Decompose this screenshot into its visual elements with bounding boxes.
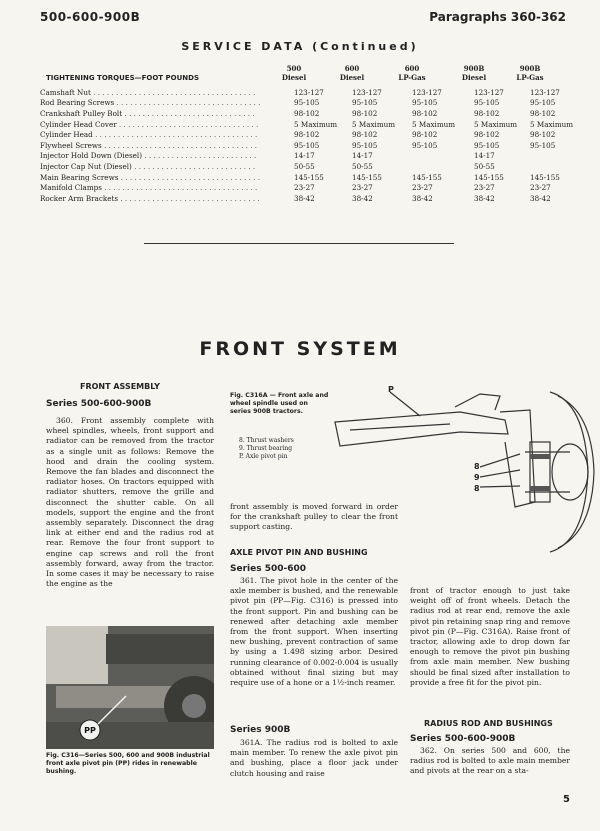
- series-heading-1: Series 500-600-900B: [46, 399, 152, 409]
- drawing-label-8-top: 8: [474, 462, 480, 471]
- axle-pivot-heading: AXLE PIVOT PIN AND BUSHING: [230, 548, 368, 557]
- torque-value: 23-27: [352, 183, 373, 193]
- torque-column-header: [322, 64, 382, 82]
- column-header-model: 900B: [463, 64, 485, 73]
- section-divider: [144, 243, 454, 244]
- leader-dots: . . . . . . . . . . . . . . . . . . . . . . . . . . . . . . .: [118, 172, 261, 182]
- torque-item-label: [40, 140, 294, 151]
- leader-dots: . . . . . . . . . . . . . . . . . . . . . . . . . . . . .: [122, 108, 255, 118]
- column-header-model: 900B: [519, 64, 541, 73]
- torque-value: 98-102: [352, 130, 378, 140]
- torque-item-name: Cylinder Head Cover: [40, 119, 117, 129]
- torque-value: 98-102: [412, 108, 438, 118]
- table-row: [40, 140, 586, 151]
- table-row: [40, 193, 586, 204]
- torque-item-name: Flywheel Screws: [40, 140, 102, 150]
- torque-item-label: [40, 108, 294, 119]
- torque-value: 123-127: [352, 87, 382, 97]
- leader-dots: . . . . . . . . . . . . . . . . . . . . . . . . . . .: [131, 161, 256, 171]
- torque-value: 145-155: [352, 172, 382, 182]
- drawing-label-9: 9: [474, 473, 480, 482]
- torque-item-name: Rocker Arm Brackets: [40, 193, 119, 203]
- column-header-fuel: LP-Gas: [398, 73, 426, 82]
- table-row: [40, 98, 586, 109]
- torque-value: 95-105: [412, 98, 438, 108]
- torque-item-label: [40, 161, 294, 172]
- paragraph-360: 360. Front assembly complete with wheel spindles, wheels, front support and radiator can be removed from the tractor as a single unit as follows: Remove the hood and drain the cooling system. Remove the fan blades and disconnect the radiator hoses. On tractors equipped with radiator shutters, remove the grille and disconnect the shutter cable. On all models, support the engine and the front assembly separately. Disconnect the drag link at either end and the radius rod at rear. Remove the four front support to engine cap screws and roll the front assembly forward, away from the tractor. In some cases it may be necessary to raise the engine as the: [46, 416, 214, 589]
- torque-value: 145-155: [474, 172, 504, 182]
- torque-value: 5 Maximum: [474, 119, 518, 129]
- paragraph-361: 361. The pivot hole in the center of the axle member is bushed, and the renewable pivot pin (PP—Fig. C316) is pressed into the front support. Pin and bushing can be renewed after detaching axle member from the front support. When inserting new bushing, prevent contraction of same by using a 1.498 sizing arbor. Desired running clearance of 0.002-0.004 is usually obtained without final sizing but may require use of a hone or a 1½-inch reamer.: [230, 576, 398, 688]
- torque-value: 14-17: [294, 151, 315, 161]
- torque-value: 95-105: [294, 140, 320, 150]
- torque-item-name: Crankshaft Pulley Bolt: [40, 108, 123, 118]
- page-number: 5: [563, 794, 570, 805]
- torque-value: 38-42: [294, 193, 315, 203]
- torque-item-label: [40, 172, 294, 183]
- drawing-label-8-bottom: 8: [474, 484, 480, 493]
- column-header-fuel: Diesel: [281, 73, 307, 82]
- paragraph-362: 362. On series 500 and 600, the radius rod is bolted to axle main member and pivots at the rear on a sta-: [410, 746, 570, 776]
- torque-value: 23-27: [530, 183, 551, 193]
- column-header-fuel: LP-Gas: [516, 73, 544, 82]
- table-row: [40, 151, 586, 162]
- leader-dots: . . . . . . . . . . . . . . . . . . . . . . . . . . . . . . . . . .: [101, 140, 258, 150]
- torque-value: 98-102: [474, 108, 500, 118]
- torque-item-name: Camshaft Nut: [40, 87, 91, 97]
- torque-value: 23-27: [474, 183, 495, 193]
- torque-value: 14-17: [352, 151, 373, 161]
- torque-item-name: Injector Hold Down (Diesel): [40, 151, 143, 161]
- torque-item-name: Main Bearing Screws: [40, 172, 119, 182]
- column-header-fuel: Diesel: [461, 73, 487, 82]
- header-paragraphs: Paragraphs 360-362: [429, 10, 566, 24]
- paragraph-right-continued: front of tractor enough to just take weight off of front wheels. Detach the radius rod at rear end, remove the axle pivot pin retaining snap ring and remove pivot pin (P—Fig. C316A). Raise front of tractor, allowing axle to drop down far enough to remove the pivot pin bushing from axle main member. New bushing should be final sized after installation to provide a free fit for the pivot pin.: [410, 586, 570, 687]
- torque-value: 98-102: [530, 130, 556, 140]
- torque-value: 5 Maximum: [294, 119, 338, 129]
- table-row: [40, 129, 586, 140]
- leader-dots: . . . . . . . . . . . . . . . . . . . . . . . . . . . . . . . . . .: [101, 183, 258, 193]
- series-heading-3: Series 900B: [230, 725, 291, 735]
- torque-value: 38-42: [352, 193, 373, 203]
- torque-value: 38-42: [530, 193, 551, 203]
- paragraph-361a: 361A. The radius rod is bolted to axle main member. To renew the axle pivot pin and bushing, place a floor jack under clutch housing and raise: [230, 738, 398, 778]
- torque-value: 38-42: [412, 193, 433, 203]
- torque-value: 145-155: [412, 172, 442, 182]
- torque-value: 98-102: [412, 130, 438, 140]
- torque-value: 123-127: [530, 87, 560, 97]
- torque-value: 38-42: [474, 193, 495, 203]
- torque-value: 98-102: [530, 108, 556, 118]
- torque-value: 5 Maximum: [412, 119, 456, 129]
- torque-item-label: [40, 193, 294, 204]
- series-heading-4: Series 500-600-900B: [410, 734, 516, 744]
- torque-value: 98-102: [474, 130, 500, 140]
- leader-dots: . . . . . . . . . . . . . . . . . . . . . . . . . . . . . . . .: [114, 98, 261, 108]
- torque-value: [530, 151, 586, 162]
- axle-pivot-photo-illustration: [46, 626, 214, 749]
- torque-value: 145-155: [530, 172, 560, 182]
- table-row: [40, 108, 586, 119]
- leader-dots: . . . . . . . . . . . . . . . . . . . . . . . . . . . . . . .: [118, 193, 260, 203]
- legend-item: 8. Thrust washers: [239, 437, 294, 444]
- table-row: [40, 161, 586, 172]
- torque-value: 95-105: [294, 98, 320, 108]
- torque-value: 23-27: [412, 183, 433, 193]
- torque-column-header: [264, 64, 324, 82]
- torque-value: 145-155: [294, 172, 324, 182]
- leader-dots: . . . . . . . . . . . . . . . . . . . . . . . . .: [142, 151, 257, 161]
- paragraph-360-continued: front assembly is moved forward in order for the crankshaft pulley to clear the front support casting.: [230, 502, 398, 532]
- column-header-model: 500: [286, 64, 302, 73]
- table-row: [40, 182, 586, 193]
- torque-column-header: [382, 64, 442, 82]
- torque-item-label: [40, 119, 294, 130]
- photo-label-pp: PP: [84, 726, 96, 735]
- torque-value: [412, 151, 474, 162]
- torque-value: 98-102: [294, 130, 320, 140]
- torque-value: 23-27: [294, 183, 315, 193]
- torque-item-label: [40, 182, 294, 193]
- fig-c316a-caption: Fig. C316A — Front axle and wheel spindle used on series 900B tractors.: [230, 392, 329, 415]
- torque-value: 50-55: [294, 161, 315, 171]
- torque-value: 95-105: [474, 140, 500, 150]
- torque-value: 123-127: [474, 87, 504, 97]
- torque-value: 95-105: [412, 140, 438, 150]
- torque-value: 95-105: [352, 98, 378, 108]
- torque-value: 98-102: [294, 108, 320, 118]
- leader-dots: . . . . . . . . . . . . . . . . . . . . . . . . . . . . . . . . . . . .: [90, 87, 256, 97]
- table-row: [40, 119, 586, 130]
- torque-value: 5 Maximum: [530, 119, 574, 129]
- fig-c316a-legend: [239, 437, 294, 461]
- series-heading-2: Series 500-600: [230, 564, 307, 574]
- torque-value: 14-17: [474, 151, 495, 161]
- front-assembly-heading: FRONT ASSEMBLY: [80, 382, 160, 391]
- column-header-fuel: Diesel: [339, 73, 365, 82]
- column-header-model: 600: [404, 64, 420, 73]
- torque-column-header: [444, 64, 504, 82]
- torque-value: 50-55: [352, 161, 373, 171]
- leader-dots: . . . . . . . . . . . . . . . . . . . . . . . . . . . . . . .: [116, 119, 259, 129]
- torque-item-label: [40, 129, 294, 140]
- leader-dots: . . . . . . . . . . . . . . . . . . . . . . . . . . . . . . . . . . . .: [92, 130, 258, 140]
- torque-table: [40, 87, 586, 204]
- torque-value: [530, 161, 586, 172]
- legend-item: P. Axle pivot pin: [239, 453, 288, 460]
- torque-value: 5 Maximum: [352, 119, 396, 129]
- service-data-title: SERVICE DATA (Continued): [181, 40, 419, 53]
- legend-item: 9. Thrust bearing: [239, 445, 293, 452]
- torque-value: 123-127: [412, 87, 442, 97]
- table-row: [40, 87, 586, 98]
- torque-item-name: Manifold Clamps: [40, 183, 102, 193]
- torque-item-name: Cylinder Head: [40, 130, 93, 140]
- drawing-label-p: P: [388, 385, 394, 394]
- front-system-title: FRONT SYSTEM: [199, 338, 401, 360]
- torque-value: 95-105: [530, 98, 556, 108]
- torque-value: [412, 161, 474, 172]
- torque-item-label: [40, 87, 294, 98]
- torque-value: 50-55: [474, 161, 495, 171]
- radius-rod-heading: RADIUS ROD AND BUSHINGS: [424, 719, 553, 728]
- torque-value: 123-127: [294, 87, 324, 97]
- table-row: [40, 172, 586, 183]
- torque-item-name: Rod Bearing Screws: [40, 98, 115, 108]
- column-header-model: 600: [344, 64, 360, 73]
- torque-item-label: [40, 98, 294, 109]
- torque-table-header: TIGHTENING TORQUES—FOOT POUNDS: [46, 74, 199, 82]
- header-model: 500-600-900B: [40, 10, 141, 24]
- fig-c316-caption: Fig. C316—Series 500, 600 and 900B industrial front axle pivot pin (PP) rides in renewable bushing.: [46, 752, 210, 775]
- torque-column-header: [500, 64, 560, 82]
- torque-value: 98-102: [352, 108, 378, 118]
- torque-value: 95-105: [530, 140, 556, 150]
- torque-value: 95-105: [474, 98, 500, 108]
- fig-c316-photo: [46, 626, 214, 749]
- torque-item-name: Injector Cap Nut (Diesel): [40, 161, 132, 171]
- torque-item-label: [40, 151, 294, 162]
- torque-value: 95-105: [352, 140, 378, 150]
